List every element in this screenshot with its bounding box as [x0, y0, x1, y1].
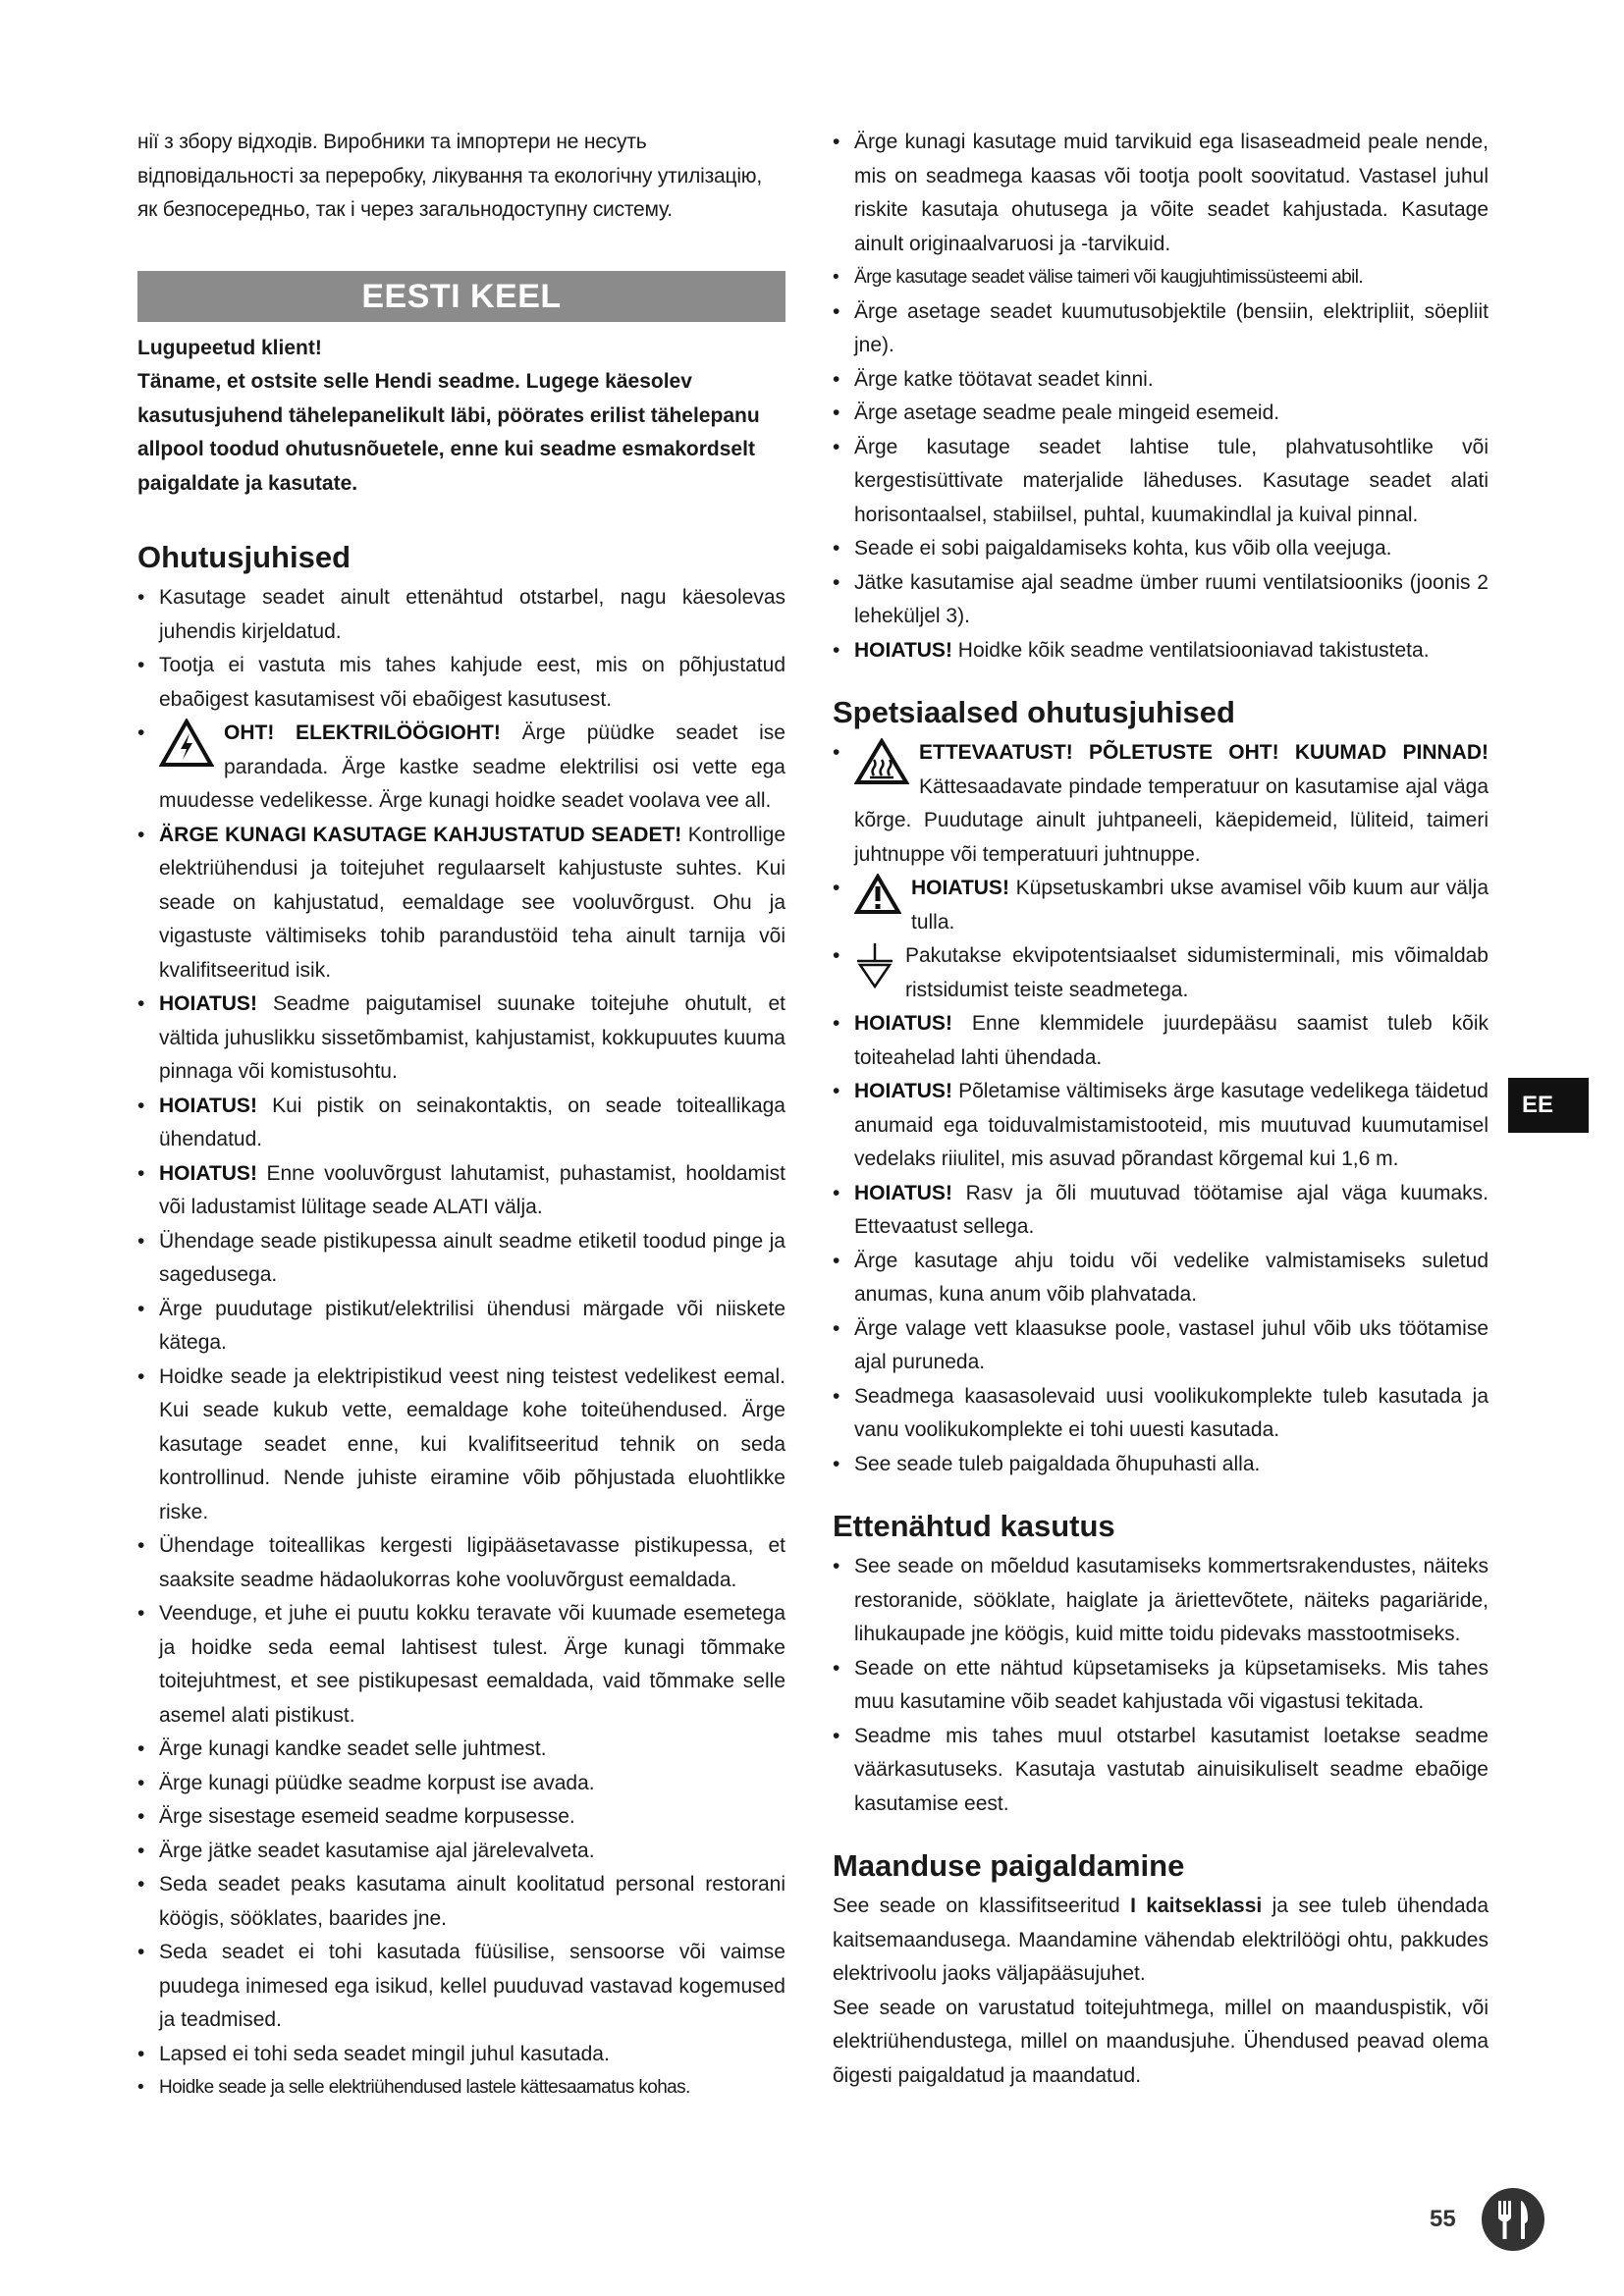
- list-item: [833, 634, 1489, 668]
- list-item: [833, 1448, 1489, 1482]
- special-safety-section: [833, 693, 1489, 1481]
- item-text: Ärge kasutage ahju toidu või vedelike valmistamiseks suletud anumas, kuna anum võib plahvatada.: [854, 1249, 1489, 1306]
- salutation: Lugupeetud klient!: [137, 336, 322, 359]
- intended-use-section: [833, 1507, 1489, 1821]
- list-item: [833, 1007, 1489, 1075]
- warning-label: ETTEVAATUST! PÕLETUSTE OHT! KUUMAD PINNAD!: [919, 741, 1489, 764]
- list-item: [833, 1720, 1489, 1822]
- intended-title: Ettenähtud kasutus: [833, 1509, 1115, 1543]
- item-text: Hoidke seade ja selle elektriühendused lastele kättesaamatus kohas.: [159, 2077, 690, 2098]
- item-text: Ärge katke töötavat seadet kinni.: [854, 367, 1154, 391]
- grounding-text: See seade on klassifitseeritud: [833, 1895, 1131, 1917]
- item-text: Seadmega kaasasolevaid uusi voolikukomplekte tuleb kasutada ja vanu voolikukomplekte ei tohi uuesti kasutada.: [854, 1384, 1489, 1441]
- list-item: [833, 1245, 1489, 1312]
- greeting-message: Täname, et ostsite selle Hendi seadme. Lugege käesolev kasutusjuhend tähelepanelikult läbi, pöörates erilist tähelepanu allpool toodud ohutusnõuetele, enne kui seadme esmakordselt paigaldate ja kasutate.: [137, 370, 760, 495]
- ukrainian-intro: нії з збору відходів. Виробники та імпортери не несуть відповідальності за переробку, лікування та екологічну утилізацію, як безпосередньо, так і через загальнодоступну систему.: [137, 131, 762, 221]
- item-text: See seade on mõeldud kasutamiseks kommertsrakendustes, näiteks restoranide, sööklate, haiglate ja äriettevõtete, näiteks pagariäride, lihukaupade jne köögis, kuid mitte toidu pidevaks masstootmiseks.: [854, 1555, 1489, 1645]
- list-item: [137, 1767, 785, 1801]
- list-item: [833, 126, 1489, 261]
- item-text: Jätke kasutamise ajal seadme ümber ruumi ventilatsiooniks (joonis 2 leheküljel 3).: [854, 570, 1489, 627]
- list-item: [137, 1800, 785, 1835]
- grounding-paragraph-1: [833, 1890, 1489, 1992]
- list-item: [833, 566, 1489, 634]
- list-item: [833, 939, 1489, 1007]
- list-item: [137, 1157, 785, 1225]
- safety-section: [137, 538, 785, 2106]
- hot-surface-icon: [854, 738, 909, 785]
- grounding-title: Maanduse paigaldamine: [833, 1848, 1185, 1883]
- grounding-section: [833, 1846, 1489, 2093]
- list-item: [833, 1177, 1489, 1245]
- warning-label: HOIATUS!: [159, 1161, 257, 1185]
- item-text: Põletamise vältimiseks ärge kasutage vedelikega täidetud anumaid ega toiduvalmistamistooteid, mis muutuvad kuumutamisel vedelaks riiulitel, mis asuvad põrandast kõrgemal kui 1,6 m.: [854, 1080, 1489, 1170]
- item-text: Ühendage seade pistikupessa ainult seadme etiketil toodud pinge ja sagedusega.: [159, 1229, 785, 1286]
- list-item: [833, 363, 1489, 398]
- item-text: Seade ei sobi paigaldamiseks kohta, kus võib olla veejuga.: [854, 537, 1392, 560]
- warning-label: HOIATUS!: [854, 1181, 952, 1204]
- item-text: Ärge püüdke seadet ise parandada. Ärge kastke seadme elektrilisi osi vette ega muudesse vedelikesse. Ärge kunagi hoidke seadet voolava vee all.: [159, 721, 785, 812]
- warning-label: HOIATUS!: [911, 877, 1009, 899]
- list-item: [833, 872, 1489, 939]
- item-text: Küpsetuskambri ukse avamisel võib kuum aur välja tulla.: [911, 877, 1489, 934]
- item-text: Seadme mis tahes muul otstarbel kasutamist loetakse seadme väärkasutuseks. Kasutaja vastutab ainuisikuliselt seadme ebaõige kasutamise eest.: [854, 1724, 1489, 1815]
- warning-label: HOIATUS!: [854, 638, 952, 662]
- continued-safety-section: [833, 126, 1489, 667]
- list-item: [137, 717, 785, 819]
- item-text: Kui pistik on seinakontaktis, on seade toiteallikaga ühendatud.: [159, 1094, 785, 1150]
- special-title: Spetsiaalsed ohutusjuhised: [833, 695, 1235, 729]
- item-text: Seadme paigutamisel suunake toitejuhe ohutult, et vältida juhuslikku sissetõmbamist, kahjustamist, kokkupuutes kuuma pinnaga või komistusohtu.: [159, 992, 785, 1083]
- warning-triangle-icon: [854, 874, 901, 915]
- list-item: [137, 1293, 785, 1361]
- item-text: Seade on ette nähtud küpsetamiseks ja küpsetamiseks. Mis tahes muu kasutamine võib seadet kahjustada või vigastusi tekitada.: [854, 1656, 1489, 1713]
- list-item: [833, 1075, 1489, 1177]
- item-text: Kasutage seadet ainult ettenähtud otstarbel, nagu käesolevas juhendis kirjeldatud.: [159, 586, 785, 643]
- item-text: Lapsed ei tohi seda seadet mingil juhul kasutada.: [159, 2042, 610, 2065]
- list-item: [137, 649, 785, 717]
- item-text: Ärge kunagi kasutage muid tarvikuid ega lisaseadmeid peale nende, mis on seadmega kaasas või tootja poolt soovitatud. Vastasel juhul riskite kasutaja ohutusega ja võite seadet kahjustada. Kasutage ainult originaalvaruosi ja -tarvikuid.: [854, 131, 1489, 255]
- warning-label: HOIATUS!: [854, 1080, 952, 1102]
- list-item: [833, 1550, 1489, 1652]
- item-text: Hoidke kõik seadme ventilatsiooniavad takistusteta.: [951, 638, 1430, 662]
- list-item: [137, 1361, 785, 1530]
- warning-label: HOIATUS!: [159, 1094, 257, 1117]
- item-text: Ärge kasutage seadet lahtise tule, plahvatusohtlike või kergestisüttivate materjalide läheduses. Kasutage seadet alati horisontaalsel, stabiilsel, puhtal, kuumakindlal ja kuival pinnal.: [854, 435, 1489, 526]
- item-text: Kontrollige elektriühendusi ja toitejuhet regulaarselt kahjustuste suhtes. Kui seade on kahjustatud, eemaldage see vooluvõrgust. Ohu ja vigastuste vältimiseks tohib parandustöid teha ainult tarnija või kvalifitseeritud isik.: [159, 823, 785, 982]
- language-header: EESTI KEEL: [137, 271, 785, 322]
- protection-class: I kaitseklassi: [1130, 1895, 1263, 1917]
- warning-label: OHT! ELEKTRILÖÖGIOHT!: [224, 721, 501, 744]
- list-item: [137, 1733, 785, 1767]
- item-text: Ärge valage vett klaasukse poole, vastasel juhul võib uks töötamise ajal puruneda.: [854, 1316, 1489, 1373]
- item-text: Ärge sisestage esemeid seadme korpusesse.: [159, 1805, 575, 1828]
- safety-list: [137, 581, 785, 2106]
- list-item: [137, 988, 785, 1090]
- item-text: Enne klemmidele juurdepääsu saamist tuleb kõik toiteahelad lahti ühendada.: [854, 1012, 1489, 1069]
- list-item: [137, 819, 785, 988]
- list-item: [137, 1090, 785, 1157]
- list-item: [137, 2071, 785, 2106]
- item-text: Hoidke seade ja elektripistikud veest ning teistest vedelikest eemal. Kui seade kukub vette, eemaldage kohe toiteühendused. Ärge kasutage seadet enne, kui kvalifitseeritud tehnik on seda kontrollinud. Nende juhiste eiramine võib põhjustada eluohtlikke riske.: [159, 1364, 785, 1523]
- continued-safety-list: [833, 126, 1489, 667]
- grounding-text: ja see tuleb ühendada kaitsemaandusega. Maandamine vähendab elektrilöögi ohtu, pakkudes elektrivoolu jaoks väljapääsujuhet.: [833, 1895, 1489, 1985]
- item-text: Ärge puudutage pistikut/elektrilisi ühendusi märgade või niiskete kätega.: [159, 1297, 785, 1354]
- grounding-paragraph-2: See seade on varustatud toitejuhtmega, millel on maanduspistik, või elektriühendustega, millel on maandusjuhe. Ühendused peavad olema õigesti paigaldatud ja maandatud.: [833, 1996, 1489, 2087]
- item-text: Seda seadet peaks kasutama ainult koolitatud personal restorani köögis, sööklates, baarides jne.: [159, 1873, 785, 1930]
- warning-label: HOIATUS!: [159, 992, 257, 1015]
- item-text: See seade tuleb paigaldada õhupuhasti alla.: [854, 1452, 1261, 1475]
- language-side-tab: EE: [1508, 1078, 1589, 1133]
- item-text: Seda seadet ei tohi kasutada füüsilise, sensoorse või vaimse puudega inimesed ega isikud, kellel puuduvad vastavad kogemused ja teadmised.: [159, 1941, 785, 2031]
- special-list: [833, 736, 1489, 1481]
- list-item: [137, 1936, 785, 2038]
- item-text: Pakutakse ekvipotentsiaalset sidumisterminali, mis võimaldab ristsidumist teiste seadmetega.: [905, 944, 1489, 1001]
- list-item: [137, 1597, 785, 1733]
- item-text: Ärge jätke seadet kasutamise ajal järelevalveta.: [159, 1839, 595, 1862]
- list-item: [833, 532, 1489, 566]
- item-text: Ühendage toiteallikas kergesti ligipääsetavasse pistikupessa, et saaksite seadme hädaolukorras kohe vooluvõrgust eemaldada.: [159, 1534, 785, 1591]
- item-text: Enne vooluvõrgust lahutamist, puhastamist, hooldamist või ladustamist lülitage seade ALATI välja.: [159, 1161, 785, 1218]
- equipotential-icon: [854, 941, 895, 990]
- item-text: Ärge asetage seadme peale mingeid esemeid.: [854, 401, 1280, 424]
- list-item: [833, 397, 1489, 431]
- intended-list: [833, 1550, 1489, 1821]
- left-column: [137, 126, 785, 2131]
- page-number: 55: [1430, 2206, 1456, 2232]
- warning-label: ÄRGE KUNAGI KASUTAGE KAHJUSTATUD SEADET!: [159, 823, 682, 846]
- item-text: Rasv ja õli muutuvad töötamise ajal väga kuumaks. Ettevaatust sellega.: [854, 1181, 1489, 1238]
- item-text: Ärge asetage seadet kuumutusobjektile (bensiin, elektripliit, söepliit jne).: [854, 299, 1489, 356]
- list-item: [137, 1529, 785, 1597]
- list-item: [833, 1312, 1489, 1380]
- right-column: [833, 126, 1489, 2118]
- list-item: [137, 1225, 785, 1293]
- item-text: Tootja ei vastuta mis tahes kahjude eest, mis on põhjustatud ebaõigest kasutamisest või ebaõigest kasutusest.: [159, 654, 785, 711]
- list-item: [137, 581, 785, 649]
- list-item: [833, 1380, 1489, 1448]
- list-item: [833, 1652, 1489, 1720]
- electric-hazard-icon: [159, 719, 214, 768]
- list-item: [137, 1835, 785, 1869]
- list-item: [833, 261, 1489, 295]
- item-text: Ärge kasutage seadet välise taimeri või kaugjuhtimissüsteemi abil.: [854, 267, 1364, 288]
- safety-title: Ohutusjuhised: [137, 540, 351, 574]
- item-text: Veenduge, et juhe ei puutu kokku teravate või kuumade esemetega ja hoidke seda eemal lahtisest tulest. Ärge kunagi tõmmake toitejuhtmest, et see pistikupesast eemaldada, vaid tõmmake selle asemel alati pistikust.: [159, 1602, 785, 1727]
- list-item: [137, 1868, 785, 1936]
- warning-label: HOIATUS!: [854, 1012, 952, 1035]
- list-item: [833, 431, 1489, 533]
- item-text: Ärge kunagi püüdke seadme korpust ise avada.: [159, 1771, 595, 1794]
- list-item: [833, 736, 1489, 872]
- list-item: [833, 295, 1489, 363]
- greeting: [137, 332, 785, 502]
- cutlery-logo-icon: [1481, 2187, 1545, 2252]
- item-text: Ärge kunagi kandke seadet selle juhtmest.: [159, 1737, 547, 1760]
- item-text: Kättesaadavate pindade temperatuur on kasutamise ajal väga kõrge. Puudutage ainult juhtpaneeli, käepidemeid, lüliteid, taimeri juhtnuppe või temperatuuri juhtnuppe.: [854, 774, 1489, 866]
- list-item: [137, 2038, 785, 2072]
